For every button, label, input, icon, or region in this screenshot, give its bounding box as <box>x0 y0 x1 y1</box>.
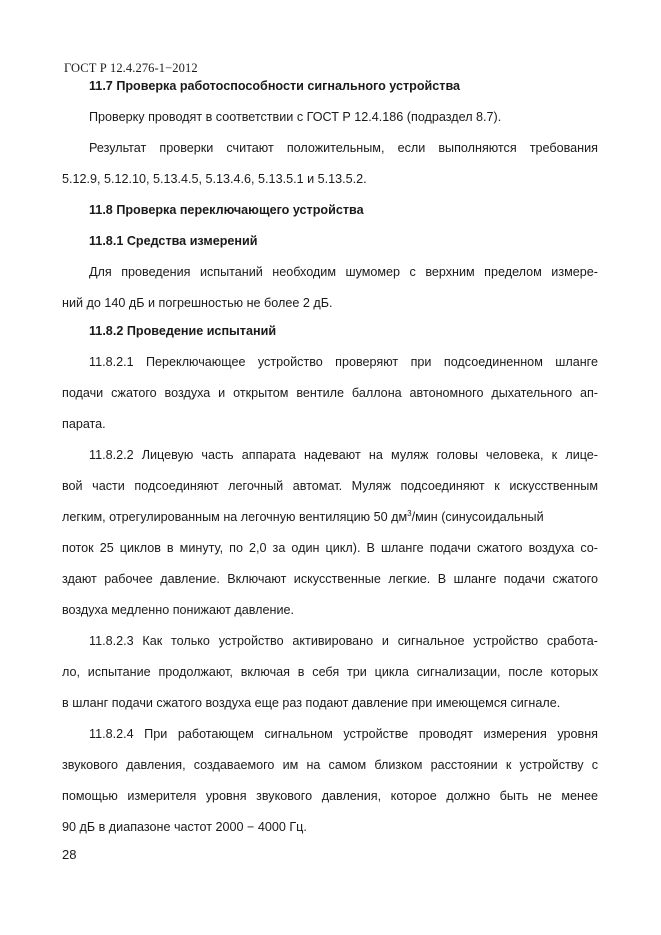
section-11-8-2-heading <box>89 323 598 339</box>
paragraph-line: 11.8.2.2 Лицевую часть аппарата надевают на муляж головы человека, к лице- <box>89 448 598 462</box>
paragraph-line: в шланг подачи сжатого воздуха еще раз подают давление при имеющемся сигнале. <box>62 696 561 710</box>
paragraph-line: Результат проверки считают положительным, если выполняются требования <box>89 141 598 155</box>
section-title: Проведение испытаний <box>123 324 277 338</box>
paragraph-line: парата. <box>62 417 106 431</box>
text-fragment: /мин (синусоидальный <box>411 510 544 524</box>
paragraph-line: звукового давления, создаваемого им на самом близком расстоянии к устройству с <box>62 758 598 772</box>
paragraph-line: ний до 140 дБ и погрешностью не более 2 дБ. <box>62 296 333 310</box>
section-11-8-1-heading: 11.8.1 Средства измерений <box>89 234 258 248</box>
page-number: 28 <box>62 847 77 862</box>
superscript: 3 <box>407 509 412 518</box>
paragraph-line: 11.8.2.4 При работающем сигнальном устройстве проводят измерения уровня <box>89 727 598 741</box>
section-11-8-heading: 11.8 Проверка переключающего устройства <box>89 203 364 217</box>
paragraph-line: воздуха медленно понижают давление. <box>62 603 294 617</box>
section-11-7-heading: 11.7 Проверка работоспособности сигнального устройства <box>89 79 461 93</box>
paragraph-line: Проверку проводят в соответствии с ГОСТ Р 12.4.186 (подраздел 8.7). <box>89 110 502 124</box>
document-code: ГОСТ Р 12.4.276-1−2012 <box>64 61 198 75</box>
paragraph-line: 11.8.2.1 Переключающее устройство проверяют при подсоединенном шланге <box>89 355 598 369</box>
paragraph-line: Для проведения испытаний необходим шумомер с верхним пределом измере- <box>89 265 598 279</box>
paragraph-line: 11.8.2.3 Как только устройство активировано и сигнальное устройство сработа- <box>89 634 598 648</box>
paragraph-line: помощью измерителя уровня звукового давления, которое должно быть не менее <box>62 789 598 803</box>
text-fragment <box>62 509 544 525</box>
text-fragment: легким, отрегулированным на легочную вентиляцию 50 дм <box>62 510 408 524</box>
paragraph-line: 5.12.9, 5.12.10, 5.13.4.5, 5.13.4.6, 5.13.5.1 и 5.13.5.2. <box>62 172 367 186</box>
paragraph-line: 90 дБ в диапазоне частот 2000 − 4000 Гц. <box>62 820 307 834</box>
section-number: 11.8.2 <box>89 324 124 338</box>
paragraph-line: вой части подсоединяют легочный автомат. Муляж подсоединяют к искусственным <box>62 479 598 493</box>
paragraph-line: ло, испытание продолжают, включая в себя три цикла сигнализации, после которых <box>62 665 598 679</box>
paragraph-line: здают рабочее давление. Включают искусственные легкие. В шланге подачи сжатого <box>62 572 598 586</box>
paragraph-line: подачи сжатого воздуха и открытом вентиле баллона автономного дыхательного ап- <box>62 386 598 400</box>
paragraph-line: поток 25 циклов в минуту, по 2,0 за один цикл). В шланге подачи сжатого воздуха со- <box>62 541 598 555</box>
paragraph-line <box>62 509 598 525</box>
